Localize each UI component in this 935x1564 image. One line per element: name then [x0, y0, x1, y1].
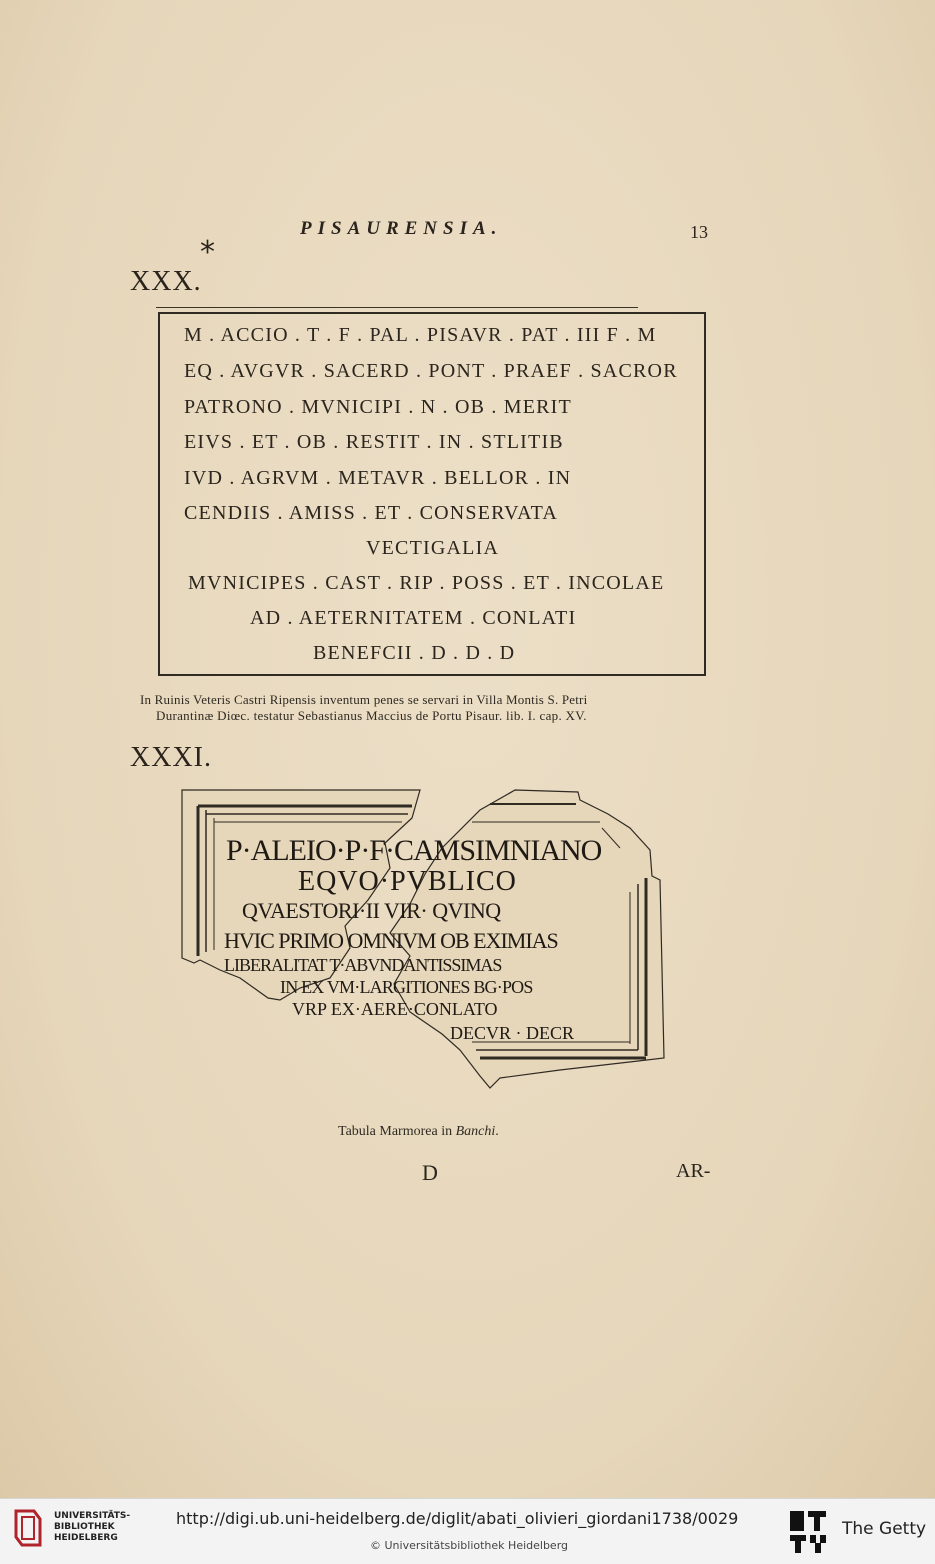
inscription-number-30: XXX.: [130, 266, 202, 297]
inscription-caption-line: Durantinæ Diœc. testatur Sebastianus Maccius de Portu Pisaur. lib. I. cap. XV.: [156, 708, 587, 723]
inscription-line: EIVS . ET . OB . RESTIT . IN . STLITIB: [184, 431, 564, 453]
tablet-inscription-line: QVAESTORI·II VIR· QVINQ: [242, 898, 501, 923]
library-logo-icon: [10, 1507, 46, 1549]
inscription-caption-line: In Ruinis Veteris Castri Ripensis inventum penes se servari in Villa Montis S. Petri: [140, 692, 588, 707]
signature-mark: D: [422, 1160, 438, 1185]
page-number: 13: [690, 222, 708, 242]
library-name: [54, 1511, 130, 1544]
tablet-inscription-line: VRP EX·AERE·CONLATO: [292, 999, 498, 1019]
catchword: AR-: [676, 1160, 711, 1182]
inscription-line: BENEFCII . D . D . D: [313, 642, 516, 664]
inscription-line: AD . AETERNITATEM . CONLATI: [250, 607, 577, 629]
running-title: PISAURENSIA.: [300, 218, 503, 239]
tablet-caption-place: Banchi: [455, 1124, 496, 1139]
asterisk-mark: *: [200, 235, 215, 270]
inscription-line: EQ . AVGVR . SACERD . PONT . PRAEF . SACROR: [184, 360, 678, 382]
tablet-inscription-line: LIBERALITAT T·ABVNDANTISSIMAS: [224, 955, 502, 975]
tablet-inscription-line: IN EX VM·LARGITIONES BG·POS: [280, 977, 533, 997]
inscription-line: CENDIIS . AMISS . ET . CONSERVATA: [184, 502, 559, 524]
tablet-inscription-line: EQVO·PVBLICO: [298, 866, 517, 897]
inscription-line: MVNICIPES . CAST . RIP . POSS . ET . INCOLAE: [188, 572, 665, 594]
library-name-line: HEIDELBERG: [54, 1533, 118, 1543]
inscription-line: VECTIGALIA: [366, 537, 500, 559]
tablet-caption-period: .: [495, 1124, 499, 1139]
tablet-caption: [338, 1124, 499, 1140]
copyright-notice: © Universitätsbibliothek Heidelberg: [370, 1539, 569, 1552]
getty-logo-icon: [788, 1509, 828, 1555]
inscription-line: IVD . AGRVM . METAVR . BELLOR . IN: [184, 467, 572, 489]
library-name-line: BIBLIOTHEK: [54, 1522, 115, 1532]
inscription-line: PATRONO . MVNICIPI . N . OB . MERIT: [184, 396, 572, 418]
library-name-line: UNIVERSITÄTS-: [54, 1511, 131, 1521]
inscription-line: M . ACCIO . T . F . PAL . PISAVR . PAT . III F . M: [184, 324, 657, 346]
getty-name: The Getty: [842, 1519, 927, 1539]
permalink-url[interactable]: http://digi.ub.uni-heidelberg.de/diglit/abati_olivieri_giordani1738/0029: [176, 1509, 739, 1528]
viewer-footer: [0, 1498, 935, 1564]
tablet-caption-text: Tabula Marmorea in: [338, 1124, 456, 1139]
marble-tablet-engraving: [180, 788, 680, 1100]
tablet-inscription-line: P·ALEIO·P·F·CAMSIMNIANO: [226, 834, 602, 867]
tablet-inscription-line: HVIC PRIMO OMNIVM OB EXIMIAS: [224, 928, 558, 953]
top-rule: [156, 307, 638, 308]
inscription-number-31: XXXI.: [130, 742, 212, 773]
tablet-inscription-line: DECVR · DECR: [450, 1023, 575, 1043]
